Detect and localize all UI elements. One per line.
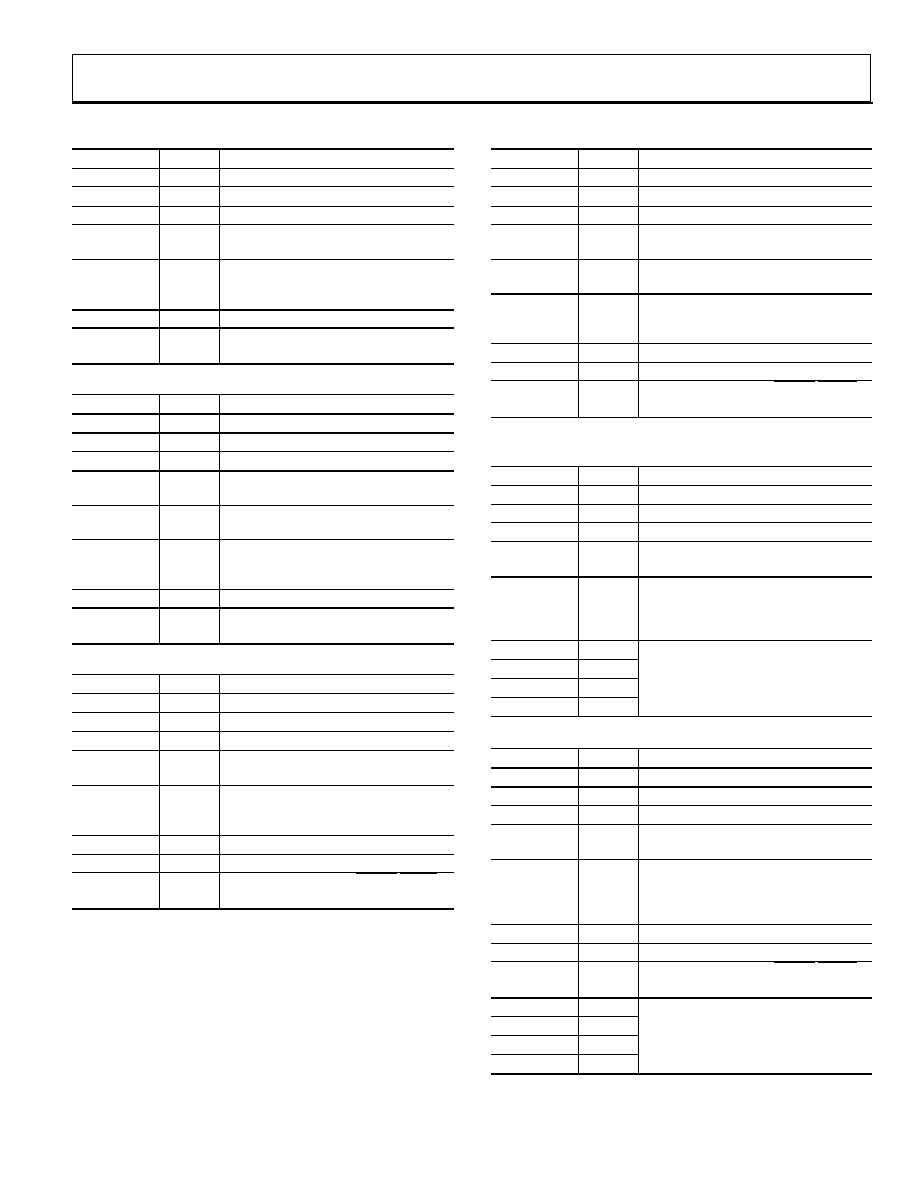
table-row-rule	[72, 731, 454, 732]
table-row-rule	[72, 854, 454, 855]
table-row-rule	[491, 824, 872, 825]
table-row-rule	[491, 805, 872, 806]
signal-overbar	[356, 873, 397, 874]
table-row-rule	[491, 767, 872, 769]
table-row-rule	[491, 924, 872, 925]
signal-overbar	[774, 962, 815, 963]
table-row-rule	[491, 997, 872, 999]
table-row-rule	[72, 693, 454, 694]
table-column-rule	[159, 674, 160, 908]
table-row-rule	[491, 786, 872, 788]
signal-overbar	[400, 873, 437, 874]
signal-overbar	[818, 962, 857, 963]
table-row-rule	[491, 748, 872, 749]
table-row-rule	[491, 943, 872, 944]
table-row-rule	[72, 908, 454, 910]
table-row-rule	[491, 1073, 872, 1075]
table-row-rule	[491, 1016, 638, 1017]
register-table-3	[72, 0, 454, 1188]
table-row-rule	[491, 1035, 638, 1036]
table-row-rule	[72, 712, 454, 713]
register-table-6	[491, 0, 872, 1188]
table-row-rule	[72, 674, 454, 675]
table-row-rule	[491, 1054, 638, 1055]
table-row-rule	[72, 785, 454, 786]
table-column-rule	[638, 748, 639, 1073]
table-row-rule	[72, 750, 454, 751]
table-column-rule	[578, 748, 579, 1073]
table-row-rule	[72, 835, 454, 836]
table-row-rule	[491, 859, 872, 860]
table-column-rule	[219, 674, 220, 908]
